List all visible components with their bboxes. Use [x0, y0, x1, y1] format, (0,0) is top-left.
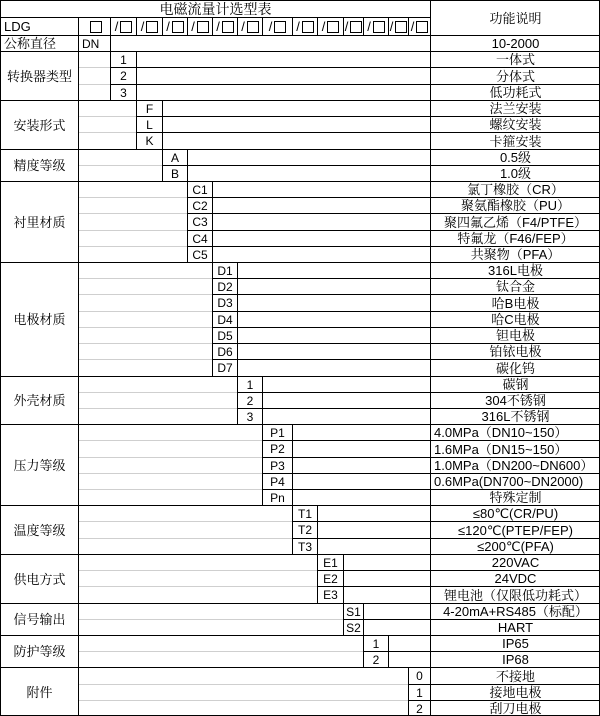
gridline	[79, 132, 136, 133]
code-cell: S2	[343, 619, 363, 635]
desc-cell: 法兰安装	[430, 100, 600, 116]
code-cell: B	[162, 165, 187, 181]
gridline	[79, 457, 262, 458]
desc-cell: 316L不锈钢	[430, 408, 600, 424]
desc-cell: 特氟龙（F46/FEP）	[430, 230, 600, 246]
empty-span-right	[187, 165, 430, 181]
code-cell: 1	[408, 684, 430, 700]
code-cell: L	[136, 116, 162, 132]
desc-cell: 4-20mA+RS485（标配）	[430, 603, 600, 619]
gridline	[79, 311, 212, 312]
empty-span-right	[212, 230, 430, 246]
model-box-cell	[78, 17, 110, 35]
desc-cell: 分体式	[430, 67, 600, 84]
section-label: 温度等级	[0, 505, 78, 554]
slot-slash: /	[268, 19, 273, 34]
section-label: 精度等级	[0, 149, 78, 181]
gridline	[79, 392, 237, 393]
code-cell: S1	[343, 603, 363, 619]
desc-cell: 316L电极	[430, 262, 600, 278]
model-slot-cell	[110, 17, 136, 35]
desc-cell: 1.0MPa（DN200~DN600）	[430, 457, 600, 473]
gridline	[79, 84, 110, 85]
code-cell: T3	[292, 538, 317, 554]
empty-span-right	[187, 149, 430, 165]
gridline	[79, 700, 408, 701]
desc-cell: ≤120℃(PTEP/FEP)	[430, 521, 600, 538]
desc-cell: 220VAC	[430, 554, 600, 570]
desc-cell: 铂铱电极	[430, 343, 600, 359]
code-box-icon	[222, 21, 234, 33]
desc-cell: 24VDC	[430, 570, 600, 586]
code-cell: 2	[110, 67, 136, 84]
desc-cell: 低功耗式	[430, 84, 600, 100]
empty-span-right	[136, 67, 430, 84]
table-title: 电磁流量计选型表	[0, 0, 430, 17]
section-label: 转换器类型	[0, 51, 78, 100]
gridline	[79, 408, 237, 409]
desc-cell: 共聚物（PFA）	[430, 246, 600, 262]
code-cell: 2	[237, 392, 262, 408]
desc-cell: HART	[430, 619, 600, 635]
code-box-icon	[120, 21, 132, 33]
section-label: 安装形式	[0, 100, 78, 149]
slot-slash: /	[321, 19, 326, 34]
gridline	[79, 651, 363, 652]
desc-cell: 锂电池（仅限低功耗式）	[430, 586, 600, 603]
empty-span-right	[212, 181, 430, 197]
desc-cell: 碳钢	[430, 376, 600, 392]
section-label: 信号输出	[0, 603, 78, 635]
empty-span-right	[212, 213, 430, 230]
empty-span-right	[317, 505, 430, 521]
code-cell: C5	[187, 246, 212, 262]
empty-span-right	[212, 246, 430, 262]
code-box-icon	[327, 21, 339, 33]
code-cell: P4	[262, 473, 292, 489]
model-prefix-cell: LDG	[0, 17, 78, 35]
code-box-icon	[350, 21, 362, 33]
empty-span-right	[262, 376, 430, 392]
desc-cell: 哈C电极	[430, 311, 600, 327]
empty-span-right	[388, 651, 430, 667]
empty-span-right	[292, 457, 430, 473]
desc-cell: 钛合金	[430, 278, 600, 294]
model-slot-cell	[388, 17, 408, 35]
gridline	[79, 197, 187, 198]
slot-slash: /	[389, 19, 394, 34]
model-slot-cell	[408, 17, 430, 35]
slot-slash: /	[191, 19, 195, 34]
empty-span-right	[292, 440, 430, 457]
model-slot-cell	[212, 17, 237, 35]
empty-span-right	[317, 521, 430, 538]
empty-span-right	[343, 586, 430, 603]
empty-span-right	[237, 343, 430, 359]
desc-cell: 碳化钨	[430, 359, 600, 376]
model-slot-cell	[262, 17, 292, 35]
slot-slash: /	[367, 19, 371, 34]
code-cell: D7	[212, 359, 237, 376]
model-slot-cell	[317, 17, 343, 35]
slot-slash: /	[241, 19, 245, 34]
model-slot-cell	[292, 17, 317, 35]
empty-span-right	[343, 554, 430, 570]
slot-slash: /	[344, 19, 349, 34]
model-slot-cell	[136, 17, 162, 35]
gridline	[79, 473, 262, 474]
desc-cell: ≤200℃(PFA)	[430, 538, 600, 554]
gridline	[79, 230, 187, 231]
gridline	[79, 165, 162, 166]
code-cell: 3	[110, 84, 136, 100]
code-box-icon	[172, 21, 184, 33]
code-cell: C2	[187, 197, 212, 213]
desc-cell: 卡箍安装	[430, 132, 600, 149]
desc-cell: 1.0级	[430, 165, 600, 181]
empty-span-right	[110, 35, 430, 51]
desc-cell: 1.6MPa（DN15~150）	[430, 440, 600, 457]
code-box-icon	[416, 21, 428, 33]
section-label: 附件	[0, 667, 78, 716]
gridline	[79, 570, 317, 571]
empty-span-right	[343, 570, 430, 586]
gridline	[79, 278, 212, 279]
empty-span-right	[162, 100, 430, 116]
desc-cell: 螺纹安装	[430, 116, 600, 132]
section-label: 外壳材质	[0, 376, 78, 424]
desc-cell: ≤80℃(CR/PU)	[430, 505, 600, 521]
code-cell: 2	[363, 651, 388, 667]
code-cell: 1	[237, 376, 262, 392]
desc-cell: IP68	[430, 651, 600, 667]
code-cell: D4	[212, 311, 237, 327]
desc-cell: 接地电极	[430, 684, 600, 700]
empty-span-right	[292, 473, 430, 489]
section-label: 压力等级	[0, 424, 78, 505]
model-slot-cell	[343, 17, 363, 35]
empty-span-right	[292, 424, 430, 440]
slot-slash: /	[296, 19, 300, 34]
gridline	[79, 213, 187, 214]
empty-span-right	[136, 51, 430, 67]
empty-span-right	[162, 132, 430, 149]
empty-span-right	[237, 294, 430, 311]
code-box-icon	[90, 21, 102, 33]
empty-span-left	[78, 667, 408, 716]
desc-cell: 聚四氟乙烯（F4/PTFE）	[430, 213, 600, 230]
gridline	[79, 116, 136, 117]
empty-span-right	[388, 635, 430, 651]
slot-slash: /	[216, 19, 220, 34]
code-box-icon	[197, 21, 209, 33]
gridline	[79, 67, 110, 68]
code-cell: DN	[78, 35, 110, 51]
code-cell: D1	[212, 262, 237, 278]
desc-cell: 4.0MPa（DN10~150）	[430, 424, 600, 440]
empty-span-left	[78, 100, 136, 149]
code-cell: Pn	[262, 489, 292, 505]
gridline	[79, 619, 343, 620]
model-slot-cell	[187, 17, 212, 35]
code-cell: C3	[187, 213, 212, 230]
empty-span-right	[162, 116, 430, 132]
code-cell: 1	[363, 635, 388, 651]
slot-slash: /	[410, 19, 415, 34]
model-slot-cell	[162, 17, 187, 35]
empty-span-right	[292, 489, 430, 505]
code-cell: T1	[292, 505, 317, 521]
code-box-icon	[146, 21, 158, 33]
code-cell: 0	[408, 667, 430, 684]
gridline	[79, 359, 212, 360]
desc-cell: 钽电极	[430, 327, 600, 343]
gridline	[79, 327, 212, 328]
empty-span-left	[78, 554, 317, 603]
section-label: 防护等级	[0, 635, 78, 667]
model-slot-cell	[237, 17, 262, 35]
desc-cell: 特殊定制	[430, 489, 600, 505]
desc-cell: 哈B电极	[430, 294, 600, 311]
gridline	[79, 521, 292, 522]
code-cell: D3	[212, 294, 237, 311]
empty-span-right	[262, 392, 430, 408]
code-cell: P3	[262, 457, 292, 473]
code-cell: C4	[187, 230, 212, 246]
code-cell: P2	[262, 440, 292, 457]
desc-cell: 0.6MPa(DN700~DN2000)	[430, 473, 600, 489]
section-label: 电极材质	[0, 262, 78, 376]
desc-cell: 304不锈钢	[430, 392, 600, 408]
code-cell: C1	[187, 181, 212, 197]
desc-cell: 一体式	[430, 51, 600, 67]
slot-slash: /	[114, 19, 119, 34]
code-box-icon	[373, 21, 385, 33]
empty-span-left	[78, 376, 237, 424]
empty-span-right	[237, 359, 430, 376]
model-slot-cell	[363, 17, 388, 35]
code-cell: K	[136, 132, 162, 149]
slot-slash: /	[140, 19, 145, 34]
code-cell: 1	[110, 51, 136, 67]
gridline	[79, 538, 292, 539]
code-box-icon	[247, 21, 259, 33]
desc-cell: 氯丁橡胶（CR）	[430, 181, 600, 197]
empty-span-right	[363, 603, 430, 619]
desc-cell: 刮刀电极	[430, 700, 600, 716]
code-cell: F	[136, 100, 162, 116]
section-label: 公称直径	[0, 35, 78, 51]
desc-cell: 聚氨酯橡胶（PU）	[430, 197, 600, 213]
empty-span-right	[237, 262, 430, 278]
code-box-icon	[302, 21, 314, 33]
empty-span-left	[78, 181, 187, 262]
empty-span-right	[237, 311, 430, 327]
code-cell: T2	[292, 521, 317, 538]
gridline	[79, 246, 187, 247]
section-label: 供电方式	[0, 554, 78, 603]
code-cell: P1	[262, 424, 292, 440]
code-cell: E3	[317, 586, 343, 603]
slot-slash: /	[166, 19, 170, 34]
code-cell: E2	[317, 570, 343, 586]
gridline	[79, 440, 262, 441]
section-label: 衬里材质	[0, 181, 78, 262]
gridline	[79, 586, 317, 587]
empty-span-right	[262, 408, 430, 424]
desc-cell: 不接地	[430, 667, 600, 684]
gridline	[79, 489, 262, 490]
desc-cell: IP65	[430, 635, 600, 651]
code-cell: D5	[212, 327, 237, 343]
code-cell: D2	[212, 278, 237, 294]
empty-span-right	[136, 84, 430, 100]
empty-span-right	[237, 278, 430, 294]
empty-span-right	[212, 197, 430, 213]
empty-span-right	[237, 327, 430, 343]
empty-span-right	[363, 619, 430, 635]
empty-span-left	[78, 424, 262, 505]
gridline	[79, 684, 408, 685]
gridline	[79, 343, 212, 344]
gridline	[79, 294, 212, 295]
desc-cell: 0.5级	[430, 149, 600, 165]
code-cell: D6	[212, 343, 237, 359]
code-cell: A	[162, 149, 187, 165]
code-box-icon	[395, 21, 407, 33]
function-column-header: 功能说明	[430, 0, 600, 35]
code-box-icon	[274, 21, 286, 33]
code-cell: E1	[317, 554, 343, 570]
code-cell: 3	[237, 408, 262, 424]
empty-span-left	[78, 505, 292, 554]
desc-cell: 10-2000	[430, 35, 600, 51]
empty-span-left	[78, 51, 110, 100]
code-cell: 2	[408, 700, 430, 716]
empty-span-right	[317, 538, 430, 554]
